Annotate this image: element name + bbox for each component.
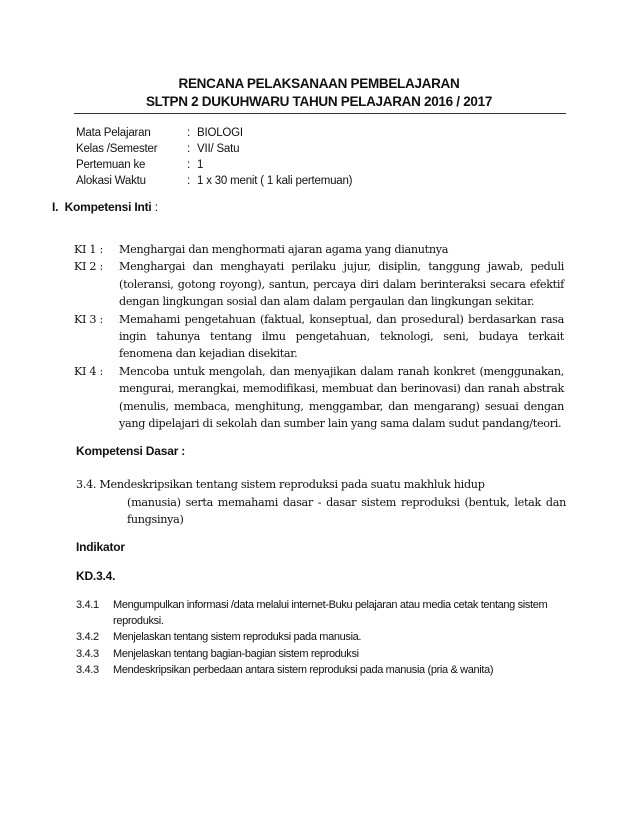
meta-label: Mata Pelajaran (76, 127, 151, 139)
meta-value: 1 (197, 159, 204, 171)
document-title: RENCANA PELAKSANAAN PEMBELAJARAN (178, 76, 460, 91)
meta-value: VII/ Satu (197, 143, 240, 155)
meta-row-subject (76, 125, 352, 141)
section-title: Indikator (76, 540, 125, 554)
list-item (76, 597, 566, 629)
indikator-heading (76, 540, 125, 554)
meta-colon: : (187, 143, 190, 155)
meta-row-meeting (76, 157, 352, 173)
list-item (74, 363, 564, 433)
section-title: Kompetensi Inti (64, 200, 152, 214)
ki-text: Memahami pengetahuan (faktual, konseptual, dan prosedural) berdasarkan rasa ingin tahunya tentang ilmu pengetahuan, teknologi, seni, budaya terkait fenomena dan kejadian disekitar. (119, 312, 564, 361)
title-divider (74, 113, 566, 114)
kd-item-head: 3.4. Mendeskripsikan tentang sistem reproduksi pada suatu makhluk hidup (76, 478, 485, 491)
indikator-text: Mengumpulkan informasi /data melalui internet-Buku pelajaran atau media cetak tentang sistem reproduksi. (113, 599, 548, 628)
section-title: Kompetensi Dasar : (76, 444, 186, 458)
list-item (74, 241, 564, 258)
ki-code: KI 4 : (74, 364, 103, 378)
indikator-list (76, 597, 566, 678)
indikator-code: 3.4.3 (76, 647, 99, 660)
ki-code: KI 2 : (74, 260, 103, 274)
meta-value: BIOLOGI (197, 127, 243, 139)
indikator-text: Menjelaskan tentang bagian-bagian sistem reproduksi (113, 647, 359, 660)
list-item (76, 662, 566, 678)
list-item (74, 311, 564, 363)
meta-label: Alokasi Waktu (76, 175, 146, 187)
indikator-text: Mendeskripsikan perbedaan antara sistem reproduksi pada manusia (pria & wanita) (113, 663, 494, 676)
section-subtitle: KD.3.4. (76, 569, 116, 583)
indikator-code: 3.4.3 (76, 663, 99, 676)
meta-value: 1 x 30 menit ( 1 kali pertemuan) (197, 175, 353, 187)
meta-colon: : (187, 127, 190, 139)
meta-row-time (76, 173, 352, 189)
list-item (76, 646, 566, 662)
lesson-meta-table (76, 125, 352, 189)
list-item (74, 258, 564, 310)
kompetensi-dasar-item (76, 476, 566, 529)
ki-text: Menghargai dan menghayati perilaku jujur, disiplin, tanggung jawab, peduli (toleransi, gotong royong), santun, percaya diri dalam berinteraksi secara efektif dengan lingkungan sosial dan alam dalam pergaulan dan lingkungan sekitar. (119, 260, 564, 309)
document-subtitle: SLTPN 2 DUKUHWARU TAHUN PELAJARAN 2016 / 2017 (145, 94, 493, 109)
meta-label: Pertemuan ke (76, 159, 146, 171)
section-number: I. (52, 200, 59, 214)
kompetensi-inti-list (74, 241, 564, 432)
meta-colon: : (187, 175, 190, 187)
section-suffix: : (151, 200, 158, 214)
ki-text: Menghargai dan menghormati ajaran agama yang dianutnya (119, 243, 449, 256)
list-item (76, 629, 566, 645)
indikator-text: Menjelaskan tentang sistem reproduksi pada manusia. (113, 631, 362, 644)
kompetensi-dasar-heading (76, 444, 185, 458)
ki-code: KI 3 : (74, 312, 103, 326)
kd-item-continuation: (manusia) serta memahami dasar - dasar sistem reproduksi (bentuk, letak dan fungsinya) (127, 495, 566, 526)
indikator-code: 3.4.2 (76, 631, 99, 644)
meta-label: Kelas /Semester (76, 143, 158, 155)
ki-text: Mencoba untuk mengolah, dan menyajikan dalam ranah konkret (menggunakan, mengurai, merangkai, memodifikasi, membuat dan berinovasi) dan ranah abstrak (menulis, membaca, menghitung, menggambar, dan mengarang) sesuai dengan yang dipelajari di sekolah dan sumber lain yang sama dalam sudut pandang/teori. (119, 364, 564, 431)
kompetensi-inti-heading (52, 200, 158, 214)
ki-code: KI 1 : (74, 243, 103, 256)
meta-row-class (76, 141, 352, 157)
meta-colon: : (187, 159, 190, 171)
indikator-code: 3.4.1 (76, 599, 99, 611)
indikator-subheading (76, 569, 115, 583)
